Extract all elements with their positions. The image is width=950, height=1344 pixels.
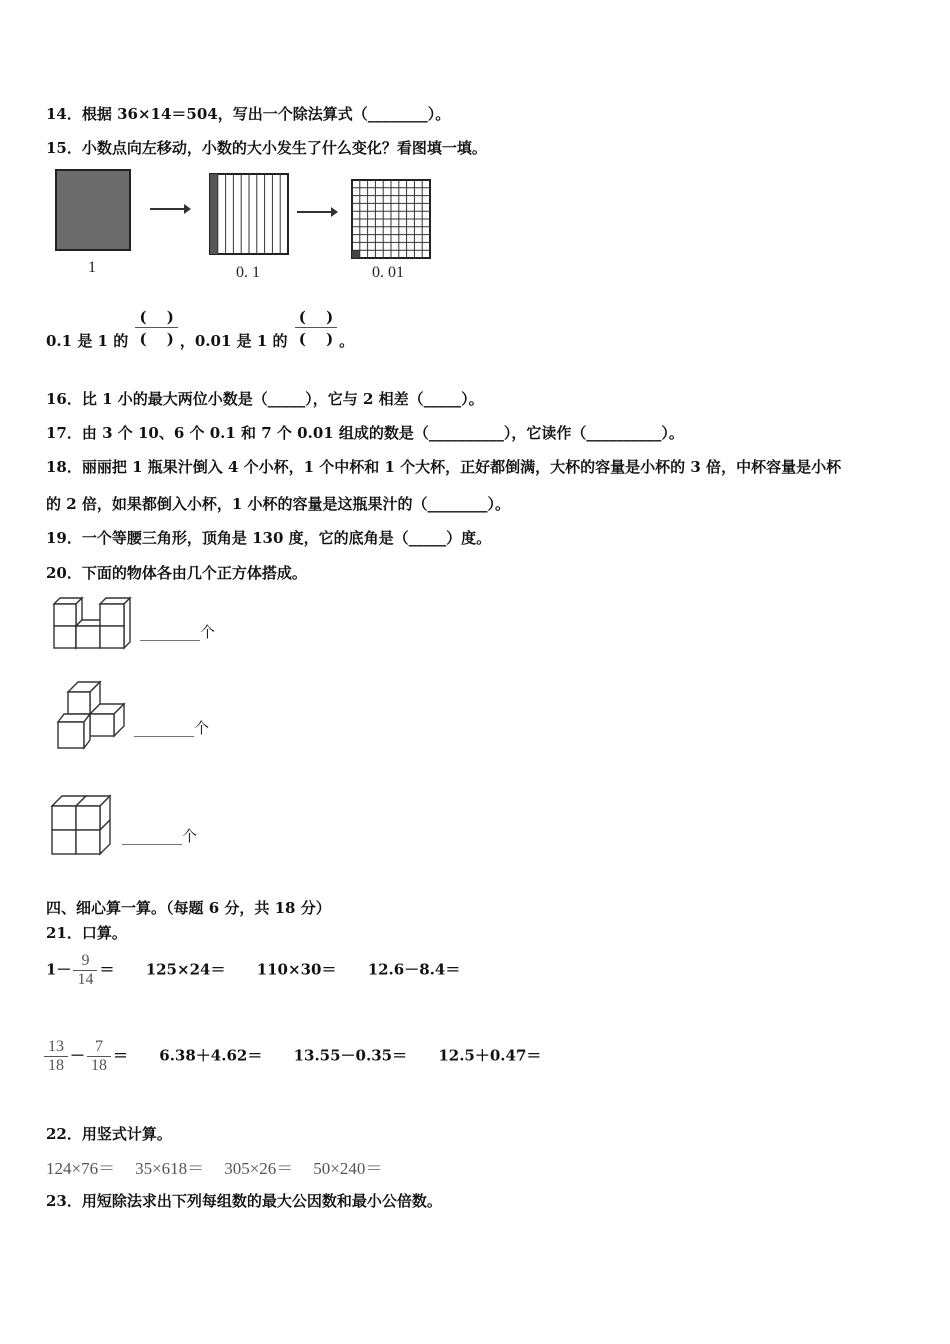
question-14: 14．根据 36×14＝504，写出一个除法算式（________）。 (46, 105, 451, 123)
cube-answer-blank-1[interactable]: ________个 (140, 623, 216, 641)
calc-item: 6.38＋4.62＝ (159, 1046, 263, 1065)
figure-label-tenth: 0. 1 (236, 264, 260, 281)
whole-square-figure (54, 168, 134, 252)
tenths-square-figure (208, 170, 292, 256)
calc-item: 13.55－0.35＝ (293, 1046, 408, 1065)
fraction-13-18: $\frac{13}{18}$ (44, 1038, 68, 1075)
calc-item: 12.5＋0.47＝ (438, 1046, 542, 1065)
calc-item: 110×30＝ (256, 960, 337, 979)
answer-text-1: 0.1 是 1 的 (46, 332, 129, 350)
cube-stack-figure-2 (54, 680, 130, 752)
cube-stack-figure-1 (50, 596, 136, 654)
q21-row-2: $\frac{13}{18}$ － $\frac{7}{18}$ ＝ 6.38＋4.62＝ 13.55－0.35＝ 12.5＋0.47＝ (46, 1038, 541, 1075)
question-23: 23．用短除法求出下列每组数的最大公因数和最小公倍数。 (46, 1192, 442, 1210)
figure-label-hundredth: 0. 01 (372, 264, 404, 281)
figure-label-whole: 1 (88, 259, 96, 276)
fraction-blank-2[interactable]: $\frac{( )}{( )}$ (295, 306, 337, 349)
hundredths-grid-figure (350, 178, 434, 262)
question-18-line-2: 的 2 倍，如果都倒入小杯，1 小杯的容量是这瓶果汁的（________）。 (46, 495, 511, 513)
vertical-calc-item: 305×26＝ (224, 1159, 294, 1178)
cube-stack-figure-3 (48, 792, 118, 858)
q22-items (46, 1154, 382, 1179)
fraction-blank-1[interactable]: $\frac{( )}{( )}$ (135, 306, 177, 349)
question-17: 17．由 3 个 10、6 个 0.1 和 7 个 0.01 组成的数是（__________），它读作（__________）。 (46, 424, 684, 442)
vertical-calc-item: 124×76＝ (46, 1159, 116, 1178)
question-19: 19．一个等腰三角形，顶角是 130 度，它的底角是（_____）度。 (46, 529, 492, 547)
question-22: 22．用竖式计算。 (46, 1125, 172, 1143)
question-16: 16．比 1 小的最大两位小数是（_____），它与 2 相差（_____）。 (46, 390, 484, 408)
question-18-line-1: 18．丽丽把 1 瓶果汁倒入 4 个小杯，1 个中杯和 1 个大杯，正好都倒满，大杯的容量是小杯的 3 倍，中杯容量是小杯 (46, 458, 842, 476)
section-4-heading: 四、细心算一算。（每题 6 分，共 18 分） (46, 899, 331, 917)
question-21: 21．口算。 (46, 924, 127, 942)
question-15-answer: 0.1 是 1 的 $\frac{( )}{( )}$ ，0.01 是 1 的 $\frac{( )}{( )}$ 。 (46, 308, 355, 350)
cube-answer-blank-3[interactable]: ________个 (122, 827, 198, 845)
arrow-right-icon (295, 205, 339, 219)
question-20: 20．下面的物体各由几个正方体搭成。 (46, 564, 307, 582)
calc-item: 12.6－8.4＝ (367, 960, 461, 979)
cube-answer-blank-2[interactable]: ________个 (134, 719, 210, 737)
fraction-9-14: $\frac{9}{14}$ (73, 952, 97, 989)
vertical-calc-item: 50×240＝ (313, 1159, 383, 1178)
fraction-7-18: $\frac{7}{18}$ (87, 1038, 111, 1075)
vertical-calc-item: 35×618＝ (135, 1159, 205, 1178)
q21-row-1: 1－ $\frac{9}{14}$ ＝ 125×24＝ 110×30＝ 12.6－8.4＝ (46, 952, 461, 988)
answer-text-2: 0.01 是 1 的 (194, 332, 288, 350)
question-15: 15．小数点向左移动，小数的大小发生了什么变化？看图填一填。 (46, 139, 487, 157)
arrow-right-icon (148, 202, 192, 216)
calc-item: 125×24＝ (145, 960, 226, 979)
